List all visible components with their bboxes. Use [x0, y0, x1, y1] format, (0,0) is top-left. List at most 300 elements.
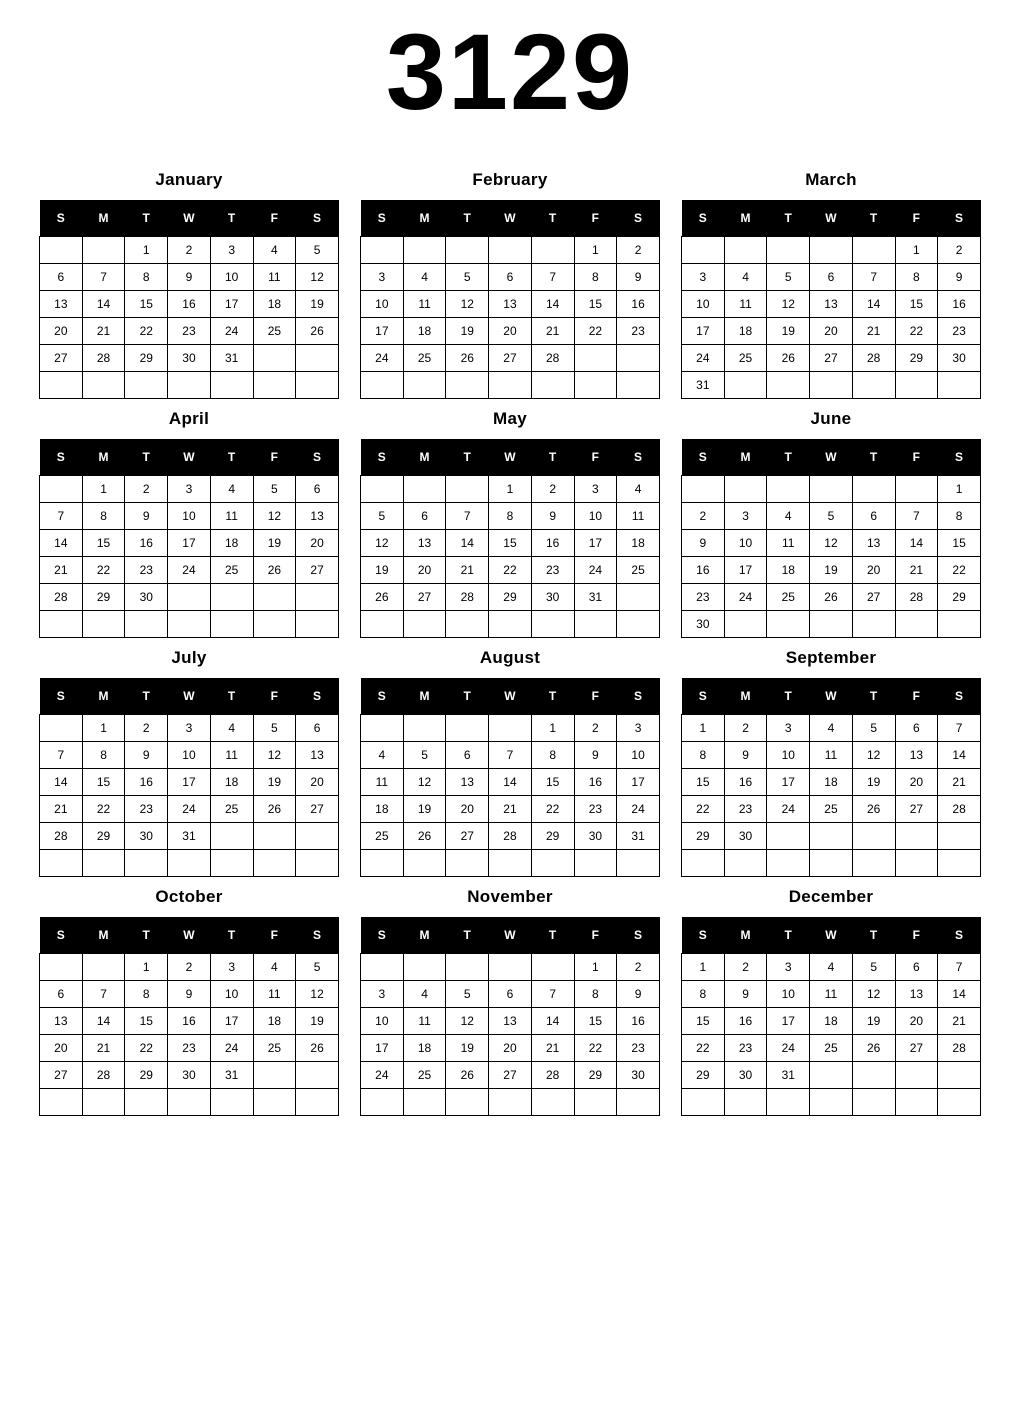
day-cell[interactable]: 6	[446, 742, 489, 769]
day-cell[interactable]: 24	[682, 345, 725, 372]
day-cell[interactable]: 27	[895, 1035, 938, 1062]
day-cell[interactable]: 28	[40, 823, 83, 850]
day-cell[interactable]: 9	[168, 264, 211, 291]
day-cell[interactable]: 20	[403, 557, 446, 584]
day-cell[interactable]: 2	[531, 476, 574, 503]
day-cell[interactable]: 6	[810, 264, 853, 291]
day-cell[interactable]: 18	[810, 769, 853, 796]
day-cell[interactable]: 22	[125, 318, 168, 345]
day-cell[interactable]: 15	[682, 769, 725, 796]
day-cell[interactable]: 20	[489, 1035, 532, 1062]
day-cell[interactable]: 5	[767, 264, 810, 291]
day-cell[interactable]: 7	[489, 742, 532, 769]
day-cell[interactable]: 20	[852, 557, 895, 584]
day-cell[interactable]: 1	[125, 954, 168, 981]
day-cell[interactable]: 3	[617, 715, 660, 742]
day-cell[interactable]: 11	[767, 530, 810, 557]
day-cell[interactable]: 1	[682, 715, 725, 742]
day-cell[interactable]: 10	[210, 981, 253, 1008]
day-cell[interactable]: 5	[852, 954, 895, 981]
day-cell[interactable]: 6	[296, 476, 339, 503]
day-cell[interactable]: 28	[852, 345, 895, 372]
day-cell[interactable]: 8	[125, 264, 168, 291]
day-cell[interactable]: 29	[682, 823, 725, 850]
day-cell[interactable]: 27	[810, 345, 853, 372]
day-cell[interactable]: 9	[617, 264, 660, 291]
day-cell[interactable]: 10	[682, 291, 725, 318]
day-cell[interactable]: 20	[895, 1008, 938, 1035]
day-cell[interactable]: 21	[446, 557, 489, 584]
day-cell[interactable]: 29	[574, 1062, 617, 1089]
day-cell[interactable]: 1	[574, 954, 617, 981]
day-cell[interactable]: 20	[446, 796, 489, 823]
day-cell[interactable]: 16	[125, 769, 168, 796]
day-cell[interactable]: 8	[82, 742, 125, 769]
day-cell[interactable]: 16	[574, 769, 617, 796]
day-cell[interactable]: 25	[810, 1035, 853, 1062]
day-cell[interactable]: 23	[724, 1035, 767, 1062]
day-cell[interactable]: 1	[489, 476, 532, 503]
day-cell[interactable]: 12	[810, 530, 853, 557]
day-cell[interactable]: 24	[210, 1035, 253, 1062]
day-cell[interactable]: 21	[82, 1035, 125, 1062]
day-cell[interactable]: 24	[168, 796, 211, 823]
day-cell[interactable]: 28	[446, 584, 489, 611]
day-cell[interactable]: 18	[210, 769, 253, 796]
day-cell[interactable]: 27	[446, 823, 489, 850]
day-cell[interactable]: 18	[767, 557, 810, 584]
day-cell[interactable]: 12	[446, 291, 489, 318]
day-cell[interactable]: 10	[617, 742, 660, 769]
day-cell[interactable]: 15	[82, 769, 125, 796]
day-cell[interactable]: 26	[852, 796, 895, 823]
day-cell[interactable]: 9	[938, 264, 981, 291]
day-cell[interactable]: 14	[895, 530, 938, 557]
day-cell[interactable]: 11	[403, 291, 446, 318]
day-cell[interactable]: 31	[168, 823, 211, 850]
day-cell[interactable]: 14	[489, 769, 532, 796]
day-cell[interactable]: 16	[617, 1008, 660, 1035]
day-cell[interactable]: 30	[168, 345, 211, 372]
day-cell[interactable]: 5	[446, 264, 489, 291]
day-cell[interactable]: 10	[767, 981, 810, 1008]
day-cell[interactable]: 19	[361, 557, 404, 584]
day-cell[interactable]: 15	[895, 291, 938, 318]
day-cell[interactable]: 13	[852, 530, 895, 557]
day-cell[interactable]: 19	[296, 291, 339, 318]
day-cell[interactable]: 10	[210, 264, 253, 291]
day-cell[interactable]: 15	[125, 291, 168, 318]
day-cell[interactable]: 11	[403, 1008, 446, 1035]
day-cell[interactable]: 4	[810, 954, 853, 981]
day-cell[interactable]: 2	[724, 954, 767, 981]
day-cell[interactable]: 10	[724, 530, 767, 557]
day-cell[interactable]: 23	[125, 796, 168, 823]
day-cell[interactable]: 13	[895, 981, 938, 1008]
day-cell[interactable]: 25	[810, 796, 853, 823]
day-cell[interactable]: 3	[724, 503, 767, 530]
day-cell[interactable]: 24	[361, 345, 404, 372]
day-cell[interactable]: 21	[40, 796, 83, 823]
day-cell[interactable]: 31	[767, 1062, 810, 1089]
day-cell[interactable]: 22	[895, 318, 938, 345]
day-cell[interactable]: 8	[125, 981, 168, 1008]
day-cell[interactable]: 22	[82, 557, 125, 584]
day-cell[interactable]: 8	[82, 503, 125, 530]
day-cell[interactable]: 6	[403, 503, 446, 530]
day-cell[interactable]: 29	[531, 823, 574, 850]
day-cell[interactable]: 27	[852, 584, 895, 611]
day-cell[interactable]: 26	[810, 584, 853, 611]
day-cell[interactable]: 25	[210, 796, 253, 823]
day-cell[interactable]: 16	[938, 291, 981, 318]
day-cell[interactable]: 11	[724, 291, 767, 318]
day-cell[interactable]: 6	[852, 503, 895, 530]
day-cell[interactable]: 22	[682, 796, 725, 823]
day-cell[interactable]: 3	[168, 476, 211, 503]
day-cell[interactable]: 13	[40, 291, 83, 318]
day-cell[interactable]: 7	[82, 264, 125, 291]
day-cell[interactable]: 11	[361, 769, 404, 796]
day-cell[interactable]: 14	[531, 291, 574, 318]
day-cell[interactable]: 6	[489, 981, 532, 1008]
day-cell[interactable]: 7	[938, 954, 981, 981]
day-cell[interactable]: 29	[82, 584, 125, 611]
day-cell[interactable]: 29	[938, 584, 981, 611]
day-cell[interactable]: 28	[40, 584, 83, 611]
day-cell[interactable]: 20	[296, 769, 339, 796]
day-cell[interactable]: 20	[40, 318, 83, 345]
day-cell[interactable]: 29	[125, 1062, 168, 1089]
day-cell[interactable]: 5	[296, 237, 339, 264]
day-cell[interactable]: 15	[82, 530, 125, 557]
day-cell[interactable]: 15	[938, 530, 981, 557]
day-cell[interactable]: 3	[361, 264, 404, 291]
day-cell[interactable]: 8	[574, 264, 617, 291]
day-cell[interactable]: 28	[82, 1062, 125, 1089]
day-cell[interactable]: 30	[125, 823, 168, 850]
day-cell[interactable]: 4	[253, 954, 296, 981]
day-cell[interactable]: 19	[446, 318, 489, 345]
day-cell[interactable]: 3	[210, 237, 253, 264]
day-cell[interactable]: 17	[168, 769, 211, 796]
day-cell[interactable]: 27	[489, 345, 532, 372]
day-cell[interactable]: 30	[617, 1062, 660, 1089]
day-cell[interactable]: 20	[40, 1035, 83, 1062]
day-cell[interactable]: 29	[682, 1062, 725, 1089]
day-cell[interactable]: 28	[938, 796, 981, 823]
day-cell[interactable]: 22	[938, 557, 981, 584]
day-cell[interactable]: 19	[296, 1008, 339, 1035]
day-cell[interactable]: 8	[531, 742, 574, 769]
day-cell[interactable]: 25	[210, 557, 253, 584]
day-cell[interactable]: 18	[361, 796, 404, 823]
day-cell[interactable]: 25	[253, 1035, 296, 1062]
day-cell[interactable]: 31	[617, 823, 660, 850]
day-cell[interactable]: 12	[403, 769, 446, 796]
day-cell[interactable]: 1	[574, 237, 617, 264]
day-cell[interactable]: 13	[489, 291, 532, 318]
day-cell[interactable]: 15	[489, 530, 532, 557]
day-cell[interactable]: 17	[767, 1008, 810, 1035]
day-cell[interactable]: 17	[168, 530, 211, 557]
day-cell[interactable]: 14	[82, 1008, 125, 1035]
day-cell[interactable]: 22	[125, 1035, 168, 1062]
day-cell[interactable]: 20	[810, 318, 853, 345]
day-cell[interactable]: 16	[168, 291, 211, 318]
day-cell[interactable]: 31	[210, 1062, 253, 1089]
day-cell[interactable]: 26	[446, 345, 489, 372]
day-cell[interactable]: 26	[852, 1035, 895, 1062]
day-cell[interactable]: 18	[810, 1008, 853, 1035]
day-cell[interactable]: 18	[403, 318, 446, 345]
day-cell[interactable]: 6	[895, 715, 938, 742]
day-cell[interactable]: 12	[296, 981, 339, 1008]
day-cell[interactable]: 13	[489, 1008, 532, 1035]
day-cell[interactable]: 21	[938, 769, 981, 796]
day-cell[interactable]: 2	[682, 503, 725, 530]
day-cell[interactable]: 9	[724, 981, 767, 1008]
day-cell[interactable]: 1	[82, 476, 125, 503]
day-cell[interactable]: 4	[767, 503, 810, 530]
day-cell[interactable]: 21	[489, 796, 532, 823]
day-cell[interactable]: 16	[682, 557, 725, 584]
day-cell[interactable]: 7	[446, 503, 489, 530]
day-cell[interactable]: 13	[403, 530, 446, 557]
day-cell[interactable]: 17	[767, 769, 810, 796]
day-cell[interactable]: 28	[938, 1035, 981, 1062]
day-cell[interactable]: 1	[682, 954, 725, 981]
day-cell[interactable]: 11	[810, 742, 853, 769]
day-cell[interactable]: 12	[253, 742, 296, 769]
day-cell[interactable]: 1	[125, 237, 168, 264]
day-cell[interactable]: 7	[531, 264, 574, 291]
day-cell[interactable]: 28	[82, 345, 125, 372]
day-cell[interactable]: 7	[40, 503, 83, 530]
day-cell[interactable]: 10	[168, 503, 211, 530]
day-cell[interactable]: 24	[617, 796, 660, 823]
day-cell[interactable]: 23	[168, 318, 211, 345]
day-cell[interactable]: 27	[489, 1062, 532, 1089]
day-cell[interactable]: 30	[125, 584, 168, 611]
day-cell[interactable]: 2	[125, 476, 168, 503]
day-cell[interactable]: 29	[895, 345, 938, 372]
day-cell[interactable]: 14	[40, 769, 83, 796]
day-cell[interactable]: 6	[40, 981, 83, 1008]
day-cell[interactable]: 2	[724, 715, 767, 742]
day-cell[interactable]: 30	[574, 823, 617, 850]
day-cell[interactable]: 28	[489, 823, 532, 850]
day-cell[interactable]: 21	[938, 1008, 981, 1035]
day-cell[interactable]: 20	[489, 318, 532, 345]
day-cell[interactable]: 13	[810, 291, 853, 318]
day-cell[interactable]: 23	[617, 318, 660, 345]
day-cell[interactable]: 23	[617, 1035, 660, 1062]
day-cell[interactable]: 2	[168, 237, 211, 264]
day-cell[interactable]: 15	[682, 1008, 725, 1035]
day-cell[interactable]: 22	[489, 557, 532, 584]
day-cell[interactable]: 17	[361, 318, 404, 345]
day-cell[interactable]: 30	[531, 584, 574, 611]
day-cell[interactable]: 17	[361, 1035, 404, 1062]
day-cell[interactable]: 23	[682, 584, 725, 611]
day-cell[interactable]: 10	[168, 742, 211, 769]
day-cell[interactable]: 26	[296, 1035, 339, 1062]
day-cell[interactable]: 19	[810, 557, 853, 584]
day-cell[interactable]: 9	[682, 530, 725, 557]
day-cell[interactable]: 23	[125, 557, 168, 584]
day-cell[interactable]: 25	[767, 584, 810, 611]
day-cell[interactable]: 14	[852, 291, 895, 318]
day-cell[interactable]: 14	[938, 742, 981, 769]
day-cell[interactable]: 26	[361, 584, 404, 611]
day-cell[interactable]: 13	[296, 503, 339, 530]
day-cell[interactable]: 4	[724, 264, 767, 291]
day-cell[interactable]: 20	[296, 530, 339, 557]
day-cell[interactable]: 11	[810, 981, 853, 1008]
day-cell[interactable]: 13	[895, 742, 938, 769]
day-cell[interactable]: 11	[210, 503, 253, 530]
day-cell[interactable]: 26	[253, 557, 296, 584]
day-cell[interactable]: 27	[895, 796, 938, 823]
day-cell[interactable]: 29	[489, 584, 532, 611]
day-cell[interactable]: 16	[724, 1008, 767, 1035]
day-cell[interactable]: 16	[724, 769, 767, 796]
day-cell[interactable]: 31	[210, 345, 253, 372]
day-cell[interactable]: 18	[617, 530, 660, 557]
day-cell[interactable]: 17	[574, 530, 617, 557]
day-cell[interactable]: 24	[767, 1035, 810, 1062]
day-cell[interactable]: 12	[253, 503, 296, 530]
day-cell[interactable]: 7	[895, 503, 938, 530]
day-cell[interactable]: 9	[574, 742, 617, 769]
day-cell[interactable]: 3	[210, 954, 253, 981]
day-cell[interactable]: 4	[253, 237, 296, 264]
day-cell[interactable]: 4	[403, 264, 446, 291]
day-cell[interactable]: 12	[852, 981, 895, 1008]
day-cell[interactable]: 23	[574, 796, 617, 823]
day-cell[interactable]: 11	[253, 264, 296, 291]
day-cell[interactable]: 2	[574, 715, 617, 742]
day-cell[interactable]: 31	[682, 372, 725, 399]
day-cell[interactable]: 23	[724, 796, 767, 823]
day-cell[interactable]: 8	[938, 503, 981, 530]
day-cell[interactable]: 24	[724, 584, 767, 611]
day-cell[interactable]: 22	[574, 1035, 617, 1062]
day-cell[interactable]: 30	[682, 611, 725, 638]
day-cell[interactable]: 18	[253, 1008, 296, 1035]
day-cell[interactable]: 26	[253, 796, 296, 823]
day-cell[interactable]: 15	[574, 1008, 617, 1035]
day-cell[interactable]: 26	[446, 1062, 489, 1089]
day-cell[interactable]: 8	[682, 742, 725, 769]
day-cell[interactable]: 26	[767, 345, 810, 372]
day-cell[interactable]: 5	[852, 715, 895, 742]
day-cell[interactable]: 1	[938, 476, 981, 503]
day-cell[interactable]: 21	[40, 557, 83, 584]
day-cell[interactable]: 14	[531, 1008, 574, 1035]
day-cell[interactable]: 16	[617, 291, 660, 318]
day-cell[interactable]: 22	[82, 796, 125, 823]
day-cell[interactable]: 3	[682, 264, 725, 291]
day-cell[interactable]: 19	[253, 530, 296, 557]
day-cell[interactable]: 15	[125, 1008, 168, 1035]
day-cell[interactable]: 13	[446, 769, 489, 796]
day-cell[interactable]: 27	[296, 557, 339, 584]
day-cell[interactable]: 30	[724, 823, 767, 850]
day-cell[interactable]: 19	[403, 796, 446, 823]
day-cell[interactable]: 5	[810, 503, 853, 530]
day-cell[interactable]: 16	[531, 530, 574, 557]
day-cell[interactable]: 27	[403, 584, 446, 611]
day-cell[interactable]: 24	[361, 1062, 404, 1089]
day-cell[interactable]: 2	[617, 237, 660, 264]
day-cell[interactable]: 12	[296, 264, 339, 291]
day-cell[interactable]: 18	[210, 530, 253, 557]
day-cell[interactable]: 3	[767, 954, 810, 981]
day-cell[interactable]: 16	[168, 1008, 211, 1035]
day-cell[interactable]: 9	[125, 742, 168, 769]
day-cell[interactable]: 1	[895, 237, 938, 264]
day-cell[interactable]: 22	[574, 318, 617, 345]
day-cell[interactable]: 9	[531, 503, 574, 530]
day-cell[interactable]: 7	[938, 715, 981, 742]
day-cell[interactable]: 7	[40, 742, 83, 769]
day-cell[interactable]: 26	[296, 318, 339, 345]
day-cell[interactable]: 2	[938, 237, 981, 264]
day-cell[interactable]: 18	[253, 291, 296, 318]
day-cell[interactable]: 9	[125, 503, 168, 530]
day-cell[interactable]: 25	[253, 318, 296, 345]
day-cell[interactable]: 21	[852, 318, 895, 345]
day-cell[interactable]: 25	[403, 345, 446, 372]
day-cell[interactable]: 19	[852, 769, 895, 796]
day-cell[interactable]: 4	[403, 981, 446, 1008]
day-cell[interactable]: 4	[810, 715, 853, 742]
day-cell[interactable]: 27	[40, 345, 83, 372]
day-cell[interactable]: 17	[210, 291, 253, 318]
day-cell[interactable]: 3	[168, 715, 211, 742]
day-cell[interactable]: 19	[446, 1035, 489, 1062]
day-cell[interactable]: 28	[531, 1062, 574, 1089]
day-cell[interactable]: 25	[724, 345, 767, 372]
day-cell[interactable]: 12	[446, 1008, 489, 1035]
day-cell[interactable]: 14	[40, 530, 83, 557]
day-cell[interactable]: 10	[767, 742, 810, 769]
day-cell[interactable]: 11	[210, 742, 253, 769]
day-cell[interactable]: 6	[895, 954, 938, 981]
day-cell[interactable]: 5	[361, 503, 404, 530]
day-cell[interactable]: 18	[403, 1035, 446, 1062]
day-cell[interactable]: 4	[210, 476, 253, 503]
day-cell[interactable]: 5	[446, 981, 489, 1008]
day-cell[interactable]: 8	[574, 981, 617, 1008]
day-cell[interactable]: 23	[938, 318, 981, 345]
day-cell[interactable]: 12	[852, 742, 895, 769]
day-cell[interactable]: 21	[531, 1035, 574, 1062]
day-cell[interactable]: 13	[296, 742, 339, 769]
day-cell[interactable]: 4	[617, 476, 660, 503]
day-cell[interactable]: 31	[574, 584, 617, 611]
day-cell[interactable]: 29	[82, 823, 125, 850]
day-cell[interactable]: 15	[531, 769, 574, 796]
day-cell[interactable]: 24	[168, 557, 211, 584]
day-cell[interactable]: 5	[253, 715, 296, 742]
day-cell[interactable]: 5	[296, 954, 339, 981]
day-cell[interactable]: 2	[168, 954, 211, 981]
day-cell[interactable]: 28	[895, 584, 938, 611]
day-cell[interactable]: 12	[361, 530, 404, 557]
